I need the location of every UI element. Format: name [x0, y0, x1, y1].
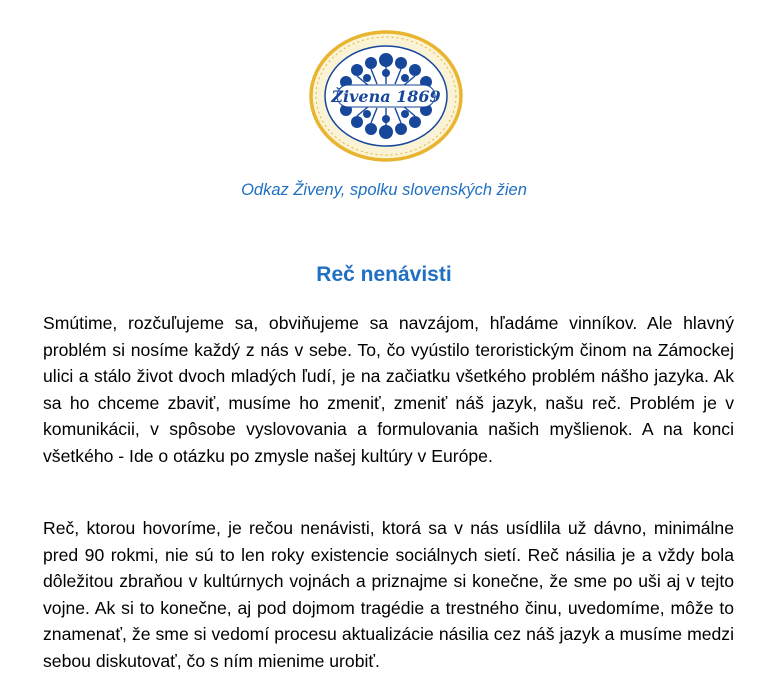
- paragraph-2: Reč, ktorou hovoríme, je rečou nenávisti, ktorá sa v nás usídlila už dávno, minimálne pred 90 rokmi, nie sú to len roky existencie sociálnych sietí. Reč násilia je a vždy bola dôležitou zbraňou v kultúrnych vojnách a priznajme si konečne, že sme po uši aj v tejto vojne. Ak si to konečne, aj pod dojmom tragédie a trestného činu, uvedomíme, môže to znamenať, že sme si vedomí procesu aktualizácie násilia cez náš jazyk a musíme medzi sebou diskutovať, čo s ním mienime urobiť.: [43, 518, 734, 671]
- svg-text:Živena 1869: Živena 1869: [331, 87, 441, 106]
- paragraph-1: Smútime, rozčuľujeme sa, obviňujeme sa navzájom, hľadáme vinníkov. Ale hlavný problém si nosíme každý z nás v sebe. To, čo vyústilo teroristickým činom na Zámockej ulici a stálo život dvoch mladých ľudí, je na začiatku všetkého problém nášho jazyka. Ak sa ho chceme zbaviť, musíme ho zmeniť, zmeniť náš jazyk, našu reč. Problém je v komunikácii, v spôsobe vyslovovania a formulovania našich myšlienok. A na konci všetkého - Ide o otázku po zmysle našej kultúry v Európe.: [43, 313, 734, 466]
- page-title: Reč nenávisti: [316, 263, 452, 286]
- subtitle: Odkaz Živeny, spolku slovenských žien: [241, 181, 527, 199]
- zivena-logo: [307, 28, 465, 164]
